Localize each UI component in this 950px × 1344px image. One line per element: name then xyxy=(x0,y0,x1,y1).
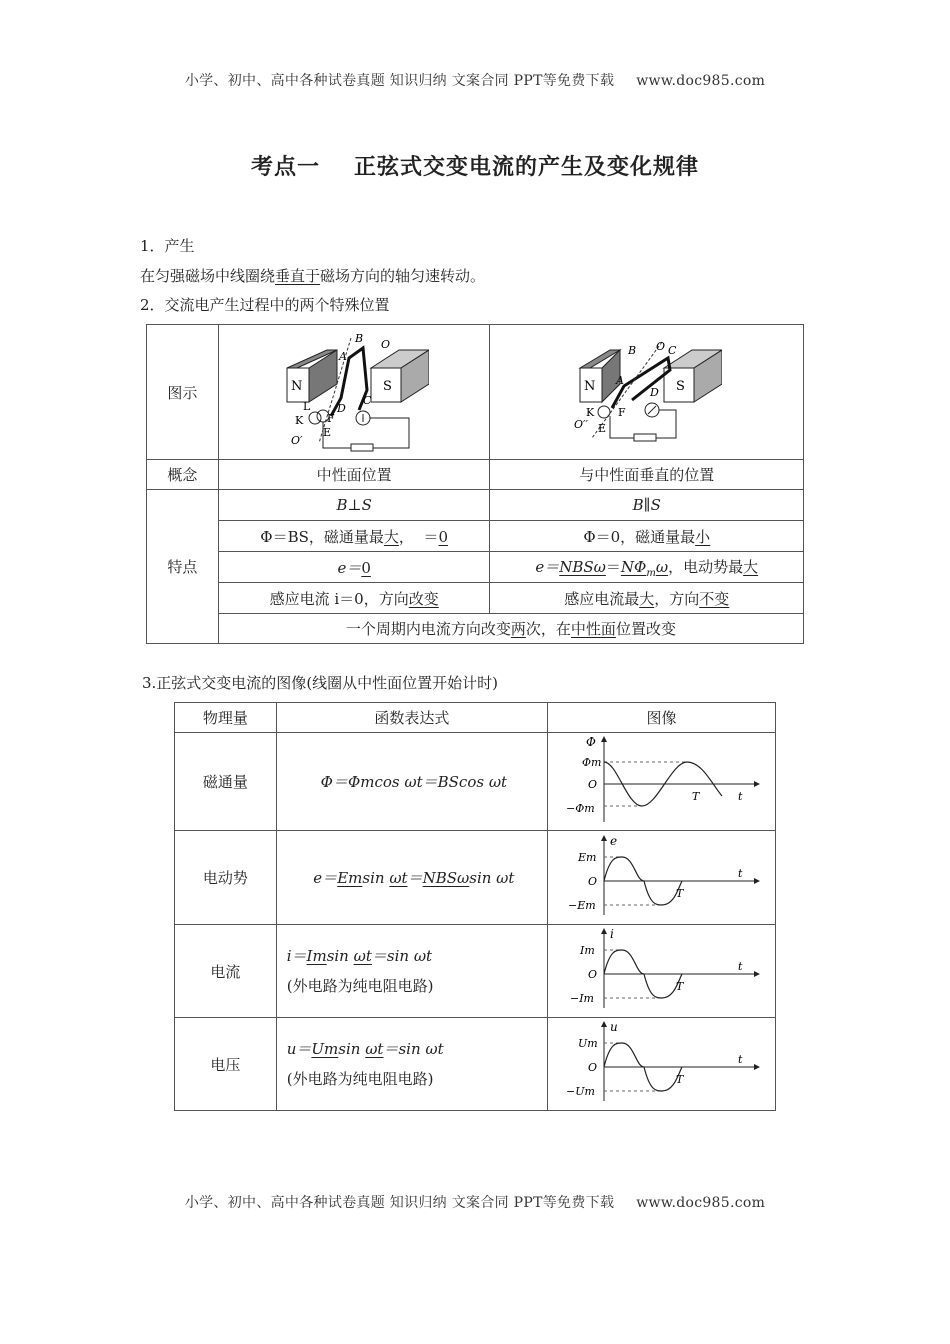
r5-pre: 一个周期内电流方向改变 xyxy=(345,620,511,638)
concept-neutral: 中性面位置 xyxy=(218,460,490,490)
resistor-icon-2 xyxy=(634,434,656,441)
g2-period: T xyxy=(675,886,683,900)
generator-diagram-neutral xyxy=(279,328,429,453)
label-A2: A xyxy=(615,373,624,387)
r4-name: 电压 xyxy=(175,1018,277,1111)
r2-eq: ＝ xyxy=(407,868,423,887)
g1-period: T xyxy=(691,789,699,803)
g3-max: Im xyxy=(579,944,595,957)
r4-note: (外电路为纯电阻电路) xyxy=(286,1070,434,1088)
r2-expr xyxy=(276,831,547,925)
label-C: C xyxy=(363,393,372,407)
r4-expr xyxy=(276,1018,547,1111)
special-positions-table xyxy=(146,324,804,644)
label-A: A xyxy=(339,349,348,363)
g1-max: Φm xyxy=(581,755,601,769)
g3-origin: O xyxy=(587,968,597,981)
a-r4-u: 改变 xyxy=(408,589,439,608)
label-S: S xyxy=(383,378,393,394)
row-label-figure: 图示 xyxy=(147,325,219,460)
g4-min: −Um xyxy=(565,1085,595,1098)
label-F: F xyxy=(327,411,335,425)
label-S2: S xyxy=(675,378,685,394)
feature-a-r2 xyxy=(218,521,490,552)
graph-current xyxy=(562,926,762,1012)
label-B: B xyxy=(355,331,364,345)
s1-heading: 1．产生 xyxy=(140,237,195,255)
label-K2: K xyxy=(585,405,594,419)
b-r3-mid: ，电动势最 xyxy=(668,557,744,576)
r5-u2: 中性面 xyxy=(570,620,616,638)
g2-yaxis: e xyxy=(609,833,617,848)
label-E2: E xyxy=(597,421,606,435)
r3-expr xyxy=(276,925,547,1018)
g1-yaxis: Φ xyxy=(585,734,596,749)
label-E: E xyxy=(323,425,332,439)
r2-m1: sin xyxy=(362,868,390,887)
figure-neutral-plane xyxy=(218,325,490,460)
col-quantity: 物理量 xyxy=(175,703,277,733)
footer-text: 小学、初中、高中各种试卷真题 知识归纳 文案合同 PPT等免费下载 xyxy=(184,1195,615,1211)
r3-post: ＝sin ωt xyxy=(371,947,433,965)
label-N: N xyxy=(291,378,303,394)
label-O2: O xyxy=(655,339,665,353)
label-L: L xyxy=(303,399,311,413)
generator-diagram-perpendicular xyxy=(572,328,722,453)
r5-mid: 次，在 xyxy=(525,620,571,638)
b-r3-eq: ＝ xyxy=(605,557,621,576)
r4-post: ＝sin ωt xyxy=(383,1040,444,1058)
r5-u: 两 xyxy=(510,620,526,638)
label-N2: N xyxy=(583,378,596,394)
b-r3-pre: e＝ xyxy=(535,557,560,576)
feature-b-r3 xyxy=(490,552,804,583)
g3-taxis: t xyxy=(737,960,742,973)
feature-b-r2 xyxy=(490,521,804,552)
label-C2: C xyxy=(667,343,677,357)
label-O: O xyxy=(381,337,391,351)
a-r2-u2: 0 xyxy=(438,527,449,546)
col-expression: 函数表达式 xyxy=(276,703,547,733)
b-r4-mid: ，方向 xyxy=(654,589,700,608)
header-site: www.doc985.com xyxy=(636,73,766,89)
page-title xyxy=(0,150,950,181)
g2-max: Em xyxy=(577,850,596,864)
b-r3-u2sub: m xyxy=(646,567,656,579)
b-r4-u: 大 xyxy=(639,589,655,608)
b-r3-u2a: NΦ xyxy=(620,557,647,576)
g1-origin: O xyxy=(587,777,597,791)
label-O-double-prime: O′′ xyxy=(573,417,588,431)
a-r3-u: 0 xyxy=(361,558,371,577)
title-part2: 正弦式交变电流的产生及变化规律 xyxy=(354,155,700,180)
s1-underline: 垂直于 xyxy=(275,267,321,285)
r4-u1: Um xyxy=(311,1040,339,1058)
r5-post: 位置改变 xyxy=(615,620,676,638)
graph-emf xyxy=(562,833,762,919)
g4-period: T xyxy=(675,1073,683,1086)
a-r2-pre: Φ＝BS，磁通量最 xyxy=(260,527,384,546)
r3-graph xyxy=(548,925,776,1018)
r4-u2: ωt xyxy=(365,1040,384,1058)
g2-min: −Em xyxy=(567,898,596,912)
graph-voltage xyxy=(562,1019,762,1105)
concept-perpendicular: 与中性面垂直的位置 xyxy=(490,460,804,490)
r3-note: (外电路为纯电阻电路) xyxy=(286,977,434,995)
resistor-icon xyxy=(351,444,373,451)
label-O-prime: O′ xyxy=(291,433,303,447)
r2-graph xyxy=(548,831,776,925)
b-r4-pre: 感应电流最 xyxy=(564,589,640,608)
s1-text xyxy=(140,266,485,286)
label-K: K xyxy=(295,413,304,427)
a-r2-mid: ， xyxy=(398,527,414,546)
header-text: 小学、初中、高中各种试卷真题 知识归纳 文案合同 PPT等免费下载 xyxy=(184,73,615,89)
r2-e: e＝ xyxy=(313,868,338,887)
a-r4-pre: 感应电流 i＝0，方向 xyxy=(269,589,409,608)
r3-name: 电流 xyxy=(175,925,277,1018)
g4-taxis: t xyxy=(737,1053,742,1066)
label-B2: B xyxy=(627,343,636,357)
row-label-concept: 概念 xyxy=(147,460,219,490)
r2-name: 电动势 xyxy=(175,831,277,925)
g2-origin: O xyxy=(587,874,597,888)
r3-pre: i＝ xyxy=(286,947,307,965)
g1-min: −Φm xyxy=(565,801,595,815)
a-r3-pre: e＝ xyxy=(337,558,362,577)
feature-b-r4 xyxy=(490,583,804,614)
r3-m1: sin xyxy=(326,947,354,965)
r1-expr: Φ＝Φmcos ωt＝BScos ωt xyxy=(276,733,547,831)
a-r2-eq: ＝ xyxy=(423,527,439,546)
r2-u3: NBSω xyxy=(422,868,470,887)
label-F2: F xyxy=(617,405,626,419)
g4-origin: O xyxy=(587,1061,597,1074)
r4-m1: sin xyxy=(338,1040,366,1058)
label-D2: D xyxy=(649,385,659,399)
page-header xyxy=(0,70,950,90)
r4-pre: u＝ xyxy=(286,1040,312,1058)
feature-r5 xyxy=(218,614,803,644)
graphs-table xyxy=(174,702,776,1111)
r2-u2: ωt xyxy=(389,868,408,887)
title-part1: 考点一 xyxy=(250,155,320,180)
g1-taxis: t xyxy=(737,789,742,803)
footer-site: www.doc985.com xyxy=(636,1195,766,1211)
b-r4-u2: 不变 xyxy=(699,589,730,608)
b-r2-pre: Φ＝0，磁通量最 xyxy=(583,527,696,546)
feature-b-r1: B∥S xyxy=(490,490,804,521)
row-label-feature: 特点 xyxy=(147,490,219,644)
s1-post: 磁场方向的轴匀速转动。 xyxy=(320,267,486,285)
g4-yaxis: u xyxy=(609,1020,618,1034)
g3-yaxis: i xyxy=(609,927,614,941)
r1-name: 磁通量 xyxy=(175,733,277,831)
b-r3-u1: NBSω xyxy=(559,557,606,576)
feature-a-r4 xyxy=(218,583,490,614)
r3-u2: ωt xyxy=(353,947,372,965)
r2-u1: Em xyxy=(337,868,363,887)
g3-min: −Im xyxy=(569,992,594,1005)
g2-taxis: t xyxy=(737,866,742,880)
b-r3-u3: 大 xyxy=(743,557,759,576)
r4-graph xyxy=(548,1018,776,1111)
r2-post: sin ωt xyxy=(469,868,515,887)
a-r2-u: 大 xyxy=(383,527,399,546)
r3-u1: Im xyxy=(306,947,327,965)
s3-heading: 3.正弦式交变电流的图像(线圈从中性面位置开始计时) xyxy=(142,674,499,692)
graph-flux xyxy=(562,734,762,826)
s1-pre: 在匀强磁场中线圈绕 xyxy=(140,267,276,285)
feature-a-r1: B⊥S xyxy=(218,490,490,521)
col-graph: 图像 xyxy=(548,703,776,733)
feature-a-r3 xyxy=(218,552,490,583)
b-r2-u: 小 xyxy=(695,527,711,546)
g3-period: T xyxy=(675,980,683,993)
label-D: D xyxy=(337,401,346,415)
s2-heading: 2．交流电产生过程中的两个特殊位置 xyxy=(140,296,390,314)
g4-max: Um xyxy=(577,1037,598,1050)
b-r3-u2b: ω xyxy=(655,557,669,576)
figure-perpendicular xyxy=(490,325,804,460)
r1-graph xyxy=(548,733,776,831)
page-footer xyxy=(0,1192,950,1212)
